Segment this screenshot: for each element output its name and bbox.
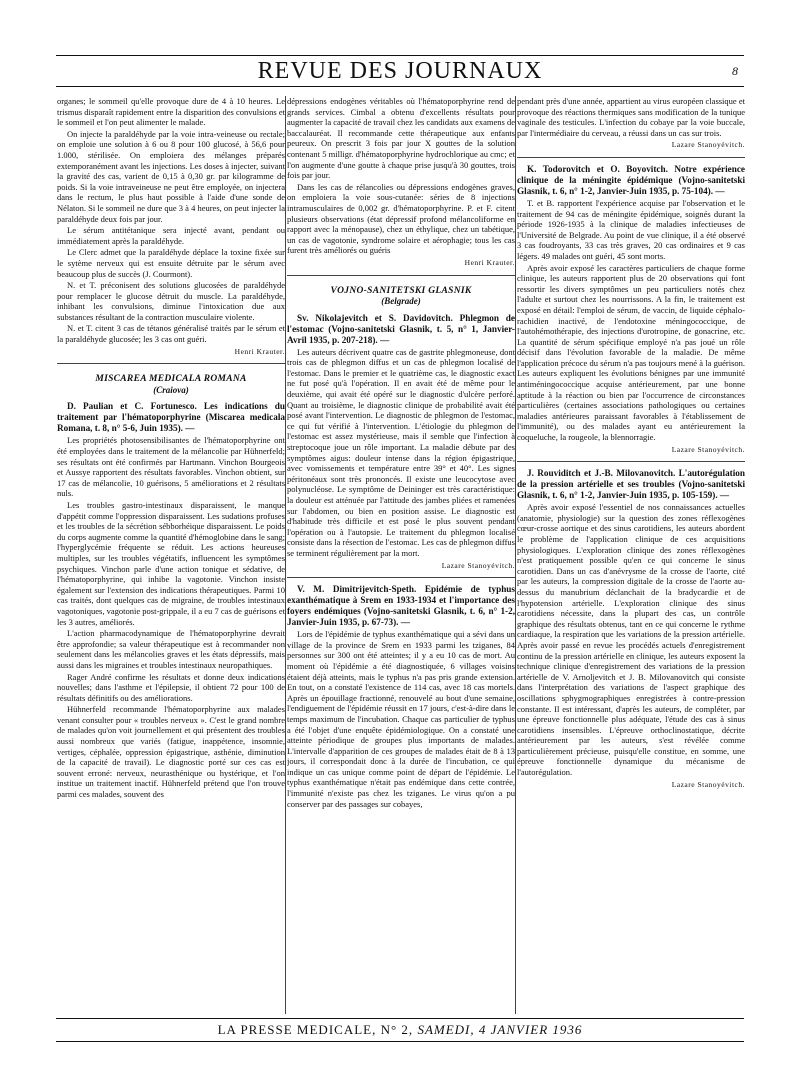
journal-name: LA PRESSE MEDICALE, N° 2,: [217, 1022, 414, 1037]
section-subheading: (Craiova): [153, 384, 189, 395]
divider: [287, 577, 515, 578]
page-footer: [56, 1018, 744, 1042]
article-title: J. Rouviditch et J.-B. Milovanovitch. L'autorégulation de la pression artérielle et ses troubles (Vojno-sanitetski Glasnik, t. 6, n° 1-2, Janvier-Juin 1935, p. 105-159). —: [517, 468, 745, 501]
column-1: [57, 96, 285, 1016]
author-signature: Lazare Stanoyévitch.: [671, 444, 745, 454]
paragraph: pendant près d'une année, appartient au virus européen classique et provoque des réactions thermiques sans modification de la tunique vaginale des testicules. L'infection du cobaye par la voie buccale, par l'intermédiaire du cerveau, a réussi dans un cas sur trois.: [517, 96, 745, 138]
issue-date: SAMEDI, 4 JANVIER 1936: [417, 1022, 583, 1037]
paragraph: L'action pharmacodynamique de l'hématoporphyrine devrait être approfondie; sa valeur thérapeutique est à recommander non seulement dans les mélancolies graves et les états dépressifs, mais aussi dans les migraines et troubles intestinaux neuropathiques.: [57, 628, 285, 670]
article-title: K. Todorovitch et O. Boyovitch. Notre expérience clinique de la méningite épidémique (Vojno-sanitetski Glasnik, t. 6, n° 1-2, Janvier-Juin 1935, p. 75-104). —: [517, 163, 745, 196]
divider: [517, 157, 745, 158]
paragraph: dépressions endogènes véritables où l'hématoporphyrine rend de grands services. Cimbal a obtenu d'excellents résultats pour augmenter la capacité de travail chez les candidats aux examens de baccalauréat. Il recommande cette thérapeutique aux enfants peureux. On prescrit 3 fois par jour X gouttes de la solution contenant 5 milligr. d'hématoporphyrine hydrochlorique au cmc; et l'on augmente d'une goutte à chaque prise jusqu'à 30 gouttes, trois fois par jour.: [287, 96, 515, 181]
paragraph: Après avoir exposé les caractères particuliers de chaque forme clinique, les auteurs rapportent plus de 20 observations qui font ressortir les divers symptômes un peu particuliers notés chez l'adulte et surtout chez les nourrissons. A la fin, le traitement est exposé en détail: l'emploi de sérum, de vaccin, de liquide céphalo-rachidien inactivé, de l'endotoxine méningococcique, de l'autohémothérapie, des injections d'urotropine, de gonacrine, etc. La quantité de sérum spécifique employé n'a pas joué un rôle décisif dans l'évolution favorable de la maladie. De même l'application précoce du sérum n'a pas toujours mené à la guérison. Les auteurs expliquent les évolutions bénignes par une immunité antiméningococcique acquise antérieurement, par une bonne aptitude à la réaction ou bien par l'occurrence de circonstances particulières (certaines associations pathologiques ou certaines maladies antérieures paraissant favorables à l'établissement de l'immunité), ou des malades ayant eu antérieurement la coqueluche, la rougeole, la blennorragie.: [517, 262, 745, 443]
paragraph: Le sérum antitétanique sera injecté avant, pendant ou immédiatement après la paraldéhyde.: [57, 225, 285, 246]
journal-section-title: REVUE DES JOURNAUX: [257, 58, 543, 84]
article-title: D. Paulian et C. Fortunesco. Les indications du traitement par l'hématoporphyrine (Miscarea medicala Romana, t. 8, n° 5-6, Juin 1935). —: [57, 401, 285, 434]
author-signature: Lazare Stanoyévitch.: [671, 779, 745, 789]
paragraph: N. et T. citent 3 cas de tétanos généralisé traités par le sérum et la paraldéhyde glucosée; les 3 cas ont guéri.: [57, 323, 285, 345]
section-heading: MISCAREA MEDICALA ROMANA: [95, 374, 247, 385]
paragraph: N. et T. préconisent des solutions glucosées de paraldéhyde pour remplacer le glucose détruit du muscle. La paraldéhyde, inhibant les convulsions, diminue l'intoxication due aux substances résultant de la contraction musculaire violente.: [57, 280, 285, 322]
author-signature: Henri Krauter.: [464, 257, 515, 267]
paragraph: Lors de l'épidémie de typhus exanthématique qui a sévi dans un village de la province de Srem en 1933 parmi les tziganes, 84 personnes sur 300 ont été atteintes; il y a eu 10 cas de mort. Au moment où l'épidémie a été diagnostiquée, 6 villages voisins étaient déjà atteints, mais le typhus n'a pas pris grande extension. En tout, on a constaté l'existence de 114 cas, avec 18 cas mortels. Après un épouillage fractionné, renouvelé au bout d'une semaine, l'endiguement de l'épidémie réussit en 17 jours, c'est-à-dire dans le temps maximum de l'incubation. Chaque cas particulier de typhus a été l'objet d'une enquête épidémiologique. On a constaté une atteinte périodique de groupes plus importants de malades. L'intervalle d'apparition de ces groupes de malades était de 8 à 13 jours, il correspondait donc à la durée de l'incubation, ce qui indique un cas unique comme point de départ de l'épidémie. Le typhus exanthématique n'était pas endémique dans cette contrée, l'immunité n'existe pas chez les tziganes. Le virus qu'on a pu conserver par des passages sur cobayes,: [287, 629, 515, 809]
page-header: [56, 55, 744, 87]
paragraph: Le Clerc admet que la paraldéhyde déplace la toxine fixée sur le sytème nerveux qui est ensuite détruite par le sérum avec beaucoup plus de succès (J. Courmont).: [57, 247, 285, 279]
article-title: V. M. Dimitrijevitch-Speth. Epidémie de typhus exanthématique à Srem en 1933-1934 et l'importance des foyers endémiques (Vojno-sanitetski Glasnik, t. 6, n° 1-2, Janvier-Juin 1935, p. 67-73). —: [287, 584, 515, 628]
paragraph: Après avoir exposé l'essentiel de nos connaissances actuelles (anatomie, physiologie) sur la question des zones réflexogènes cœur-crosse aortique et des sinus carotidiens, les auteurs abordent le problème de l'application clinique de ces acquisitions physiologiques. L'exploration clinique des zones réflexogènes n'est pratiquement possible qu'en ce qui concerne le sinus carotidien. Dans un cas d'anévrysme de la crosse de l'aorte, cité par les auteurs, la compression digitale de la crosse de l'aorte au-dessus du manubrium déclanchait de la bradycardie et de l'hypotension artérielle. L'exploration clinique des sinus carotidiens nécessite, dans la plupart des cas, un contrôle graphique des résultats obtenus, tant en ce qui concerne le rythme cardiaque, la respiration que les variations de la pression artérielle. Après avoir passé en revue les procédés actuels d'enregistrement continu de la pression artérielle en clinique, les auteurs exposent la technique clinique d'enregistrement des variations de la pression artérielle de V. Arnoljevitch et J. B. Milovanovitch qui consiste dans l'interprétation des variations de l'aspect graphique des oscillations sphygmographiques enregistrées à contre-pression constante. Il est intéressant, d'après les auteurs, de compléter, par une épreuve fonctionnelle plus adéquate, l'étude des cas à sinus carotidiens insensibles. L'épreuve orthoclinostatique, décrite antérieurement par les auteurs, s'est révélée comme particulièrement précieuse, puisqu'elle constitue, en somme, une épreuve fonctionnelle dynamique du mécanisme de l'autorégulation.: [517, 502, 745, 778]
section-subheading: (Belgrade): [381, 296, 421, 307]
column-3: [517, 96, 745, 1016]
paragraph: T. et B. rapportent l'expérience acquise par l'observation et le traitement de 94 cas de méningite épidémique, soignés durant la période 1926-1935 à la clinique de maladies infectieuses de l'Université de Belgrade. Au point de vue clinique, il a été observé 3 cas foudroyants, 33 cas très graves, 20 cas ordinaires et 9 cas légers. 49 malades ont guéri, 45 sont morts.: [517, 197, 745, 261]
paragraph: Dans les cas de rélancolies ou dépressions endogènes graves, on emploiera la voie sous-cutanée: séries de 8 injections intramusculaires de 0,002 gr. d'hématoporphyrine. P. et F. citent plusieurs observations (état dépressif profond mélancoliforme en rapport avec la ménopause), chez un éthylique, chez un tabétique, un cas de vagotonie, syndrome solaire et aérophagie; tous les cas furent très améliorés ou guéris: [287, 181, 515, 256]
page-number: 8: [732, 64, 738, 78]
column-2: [287, 96, 515, 1016]
author-signature: Lazare Stanoyévitch.: [441, 560, 515, 570]
section-heading: VOJNO-SANITETSKI GLASNIK: [330, 285, 472, 296]
paragraph: Les troubles gastro-intestinaux disparaissent, le manque d'appétit comme l'oppression disparaissent. Les sudations profuses et les troubles de la sécrétion sébborhéique disparaissent. Le poids du corps augmente comme la quantité d'hémoglobine dans le sang; l'hyperglycémie fréquente se réduit. Les actions heureuses multiples, sur les troubles végétatifs, influencent les symptômes psychiques. Vinchon parle d'une action tonique et sédative, de l'hématoporphyrine, qui inhibe la vagotonie. Vinchon insiste également sur l'extension des indications thérapeutiques. Parmi 10 cas traités, dont quelques cas de migraine, de troubles intestinaux vagotoniques, vagotonie post-grippale, il a eu 7 cas de guérisons et les 3 autres, améliorés.: [57, 500, 285, 627]
author-signature: Lazare Stanoyévitch.: [671, 140, 745, 150]
divider: [57, 363, 285, 364]
author-signature: Henri Krauter.: [234, 346, 285, 356]
paragraph: Rager André confirme les résultats et donne deux indications nouvelles; dans l'asthme et l'épilepsie, il obtient 72 pour 100 de résultats définitifs ou des améliorations.: [57, 671, 285, 703]
paragraph: organes; le sommeil qu'elle provoque dure de 4 à 10 heures. Le trismus disparaît rapidement entre la disparition des convulsions et le sommeil et l'on peut alimenter le malade.: [57, 96, 285, 128]
paragraph: Hühnerfeld recommande l'hématoporphyrine aux malades venant consulter pour « troubles nerveux ». C'est le grand nombre de malades qu'on voit journellement et qui présentent des troubles aussi nombreux que variés (fatigue, inappétence, insomnie, vertiges, céphalée, oppression épigastrique, asthénie, diminution de la capacité de travail). Le diagnostic porté sur ces cas est souvent erroné: nerveux, neurasthénique ou hystérique, et l'on institue un traitement inactif. Hühnerfeld prétend que l'on trouve parmi ces malades, souvent des: [57, 704, 285, 800]
paragraph: Les auteurs décrivent quatre cas de gastrite phlegmoneuse, dont trois cas de phlegmon diffus et un cas de phlegmon localisé de l'estomac. Dans le premier et le quatrième cas, le diagnostic exact ne fut posé qu'à l'opération. Il en avait été de même pour le deuxième, qui avait été opéré sur le diagnostic d'ulcère perforé. Quant au troisième, le diagnostic clinique de probabilité avait été posé avant l'intervention. Le diagnostic de phlegmon de l'estomac, ce qui fut vérifié à l'intervention. L'étiologie du phlegmon de l'estomac est assez mystérieuse, mais il semble que l'infection à streptocoque joue un rôle important. La maladie débute par des symptômes aigus: douleur intense dans la région épigastrique, avec vomissements et température entre 39° et 40°. Les signes péritonéaux sont très prononcés. Il existe une leucocytose avec polynucléose. Le symptôme de Deininger est très caractéristique: la douleur est atténuée par l'attitude des jambes pliées et ramenées sur l'abdomen, ou bien en position assise. Le diagnostic est d'habitude très difficile et est posé le plus souvent pendant l'opération ou à l'autopsie. Le traitement du phlegmon localisé consiste dans la résection de l'estomac. Les cas de phlegmon diffus se terminent régulièrement par la mort.: [287, 346, 515, 558]
column-divider-2: [515, 96, 516, 1014]
article-title: Sv. Nikolajevitch et S. Davidovitch. Phlegmon de l'estomac (Vojno-sanitetski Glasnik, t. 5, n° 1, Janvier-Avril 1935, p. 207-218). —: [287, 312, 515, 345]
divider: [517, 461, 745, 462]
paragraph: On injecte la paraldéhyde par la voie intra-veineuse ou rectale; on emploie une solution à 6 ou 8 pour 100 glucosé, à 56,6 pour 1.000, stérilisée. On emploiera des mélanges préparés extemporanément avant les injections. Les doses à injecter, suivant la gravité des cas, varient de 0,15 à 0,30 gr. par kilogramme de poids. Si la voie intraveineuse ne peut être employée, on injectera dans le rectum, le plus haut possible à l'aide d'une sonde de Nélaton. Si le sommeil ne dure que 3 à 4 heures, on peut injecter la paraldéhyde deux fois par jour.: [57, 128, 285, 224]
divider: [287, 275, 515, 276]
paragraph: Les propriétés photosensibilisantes de l'hématoporphyrine ont été employées dans le traitement de la mélancolie par Hühnerfeld; ses résultats ont été confirmés par Hartmann. Vinchon Bourgeois et Aussye rapportent des résultats favorables. Vinchon obtient, sur 17 cas de mélancolie, 10 guérisons, 5 améliorations et 2 résultats nuls.: [57, 435, 285, 499]
column-divider-1: [285, 96, 286, 1014]
